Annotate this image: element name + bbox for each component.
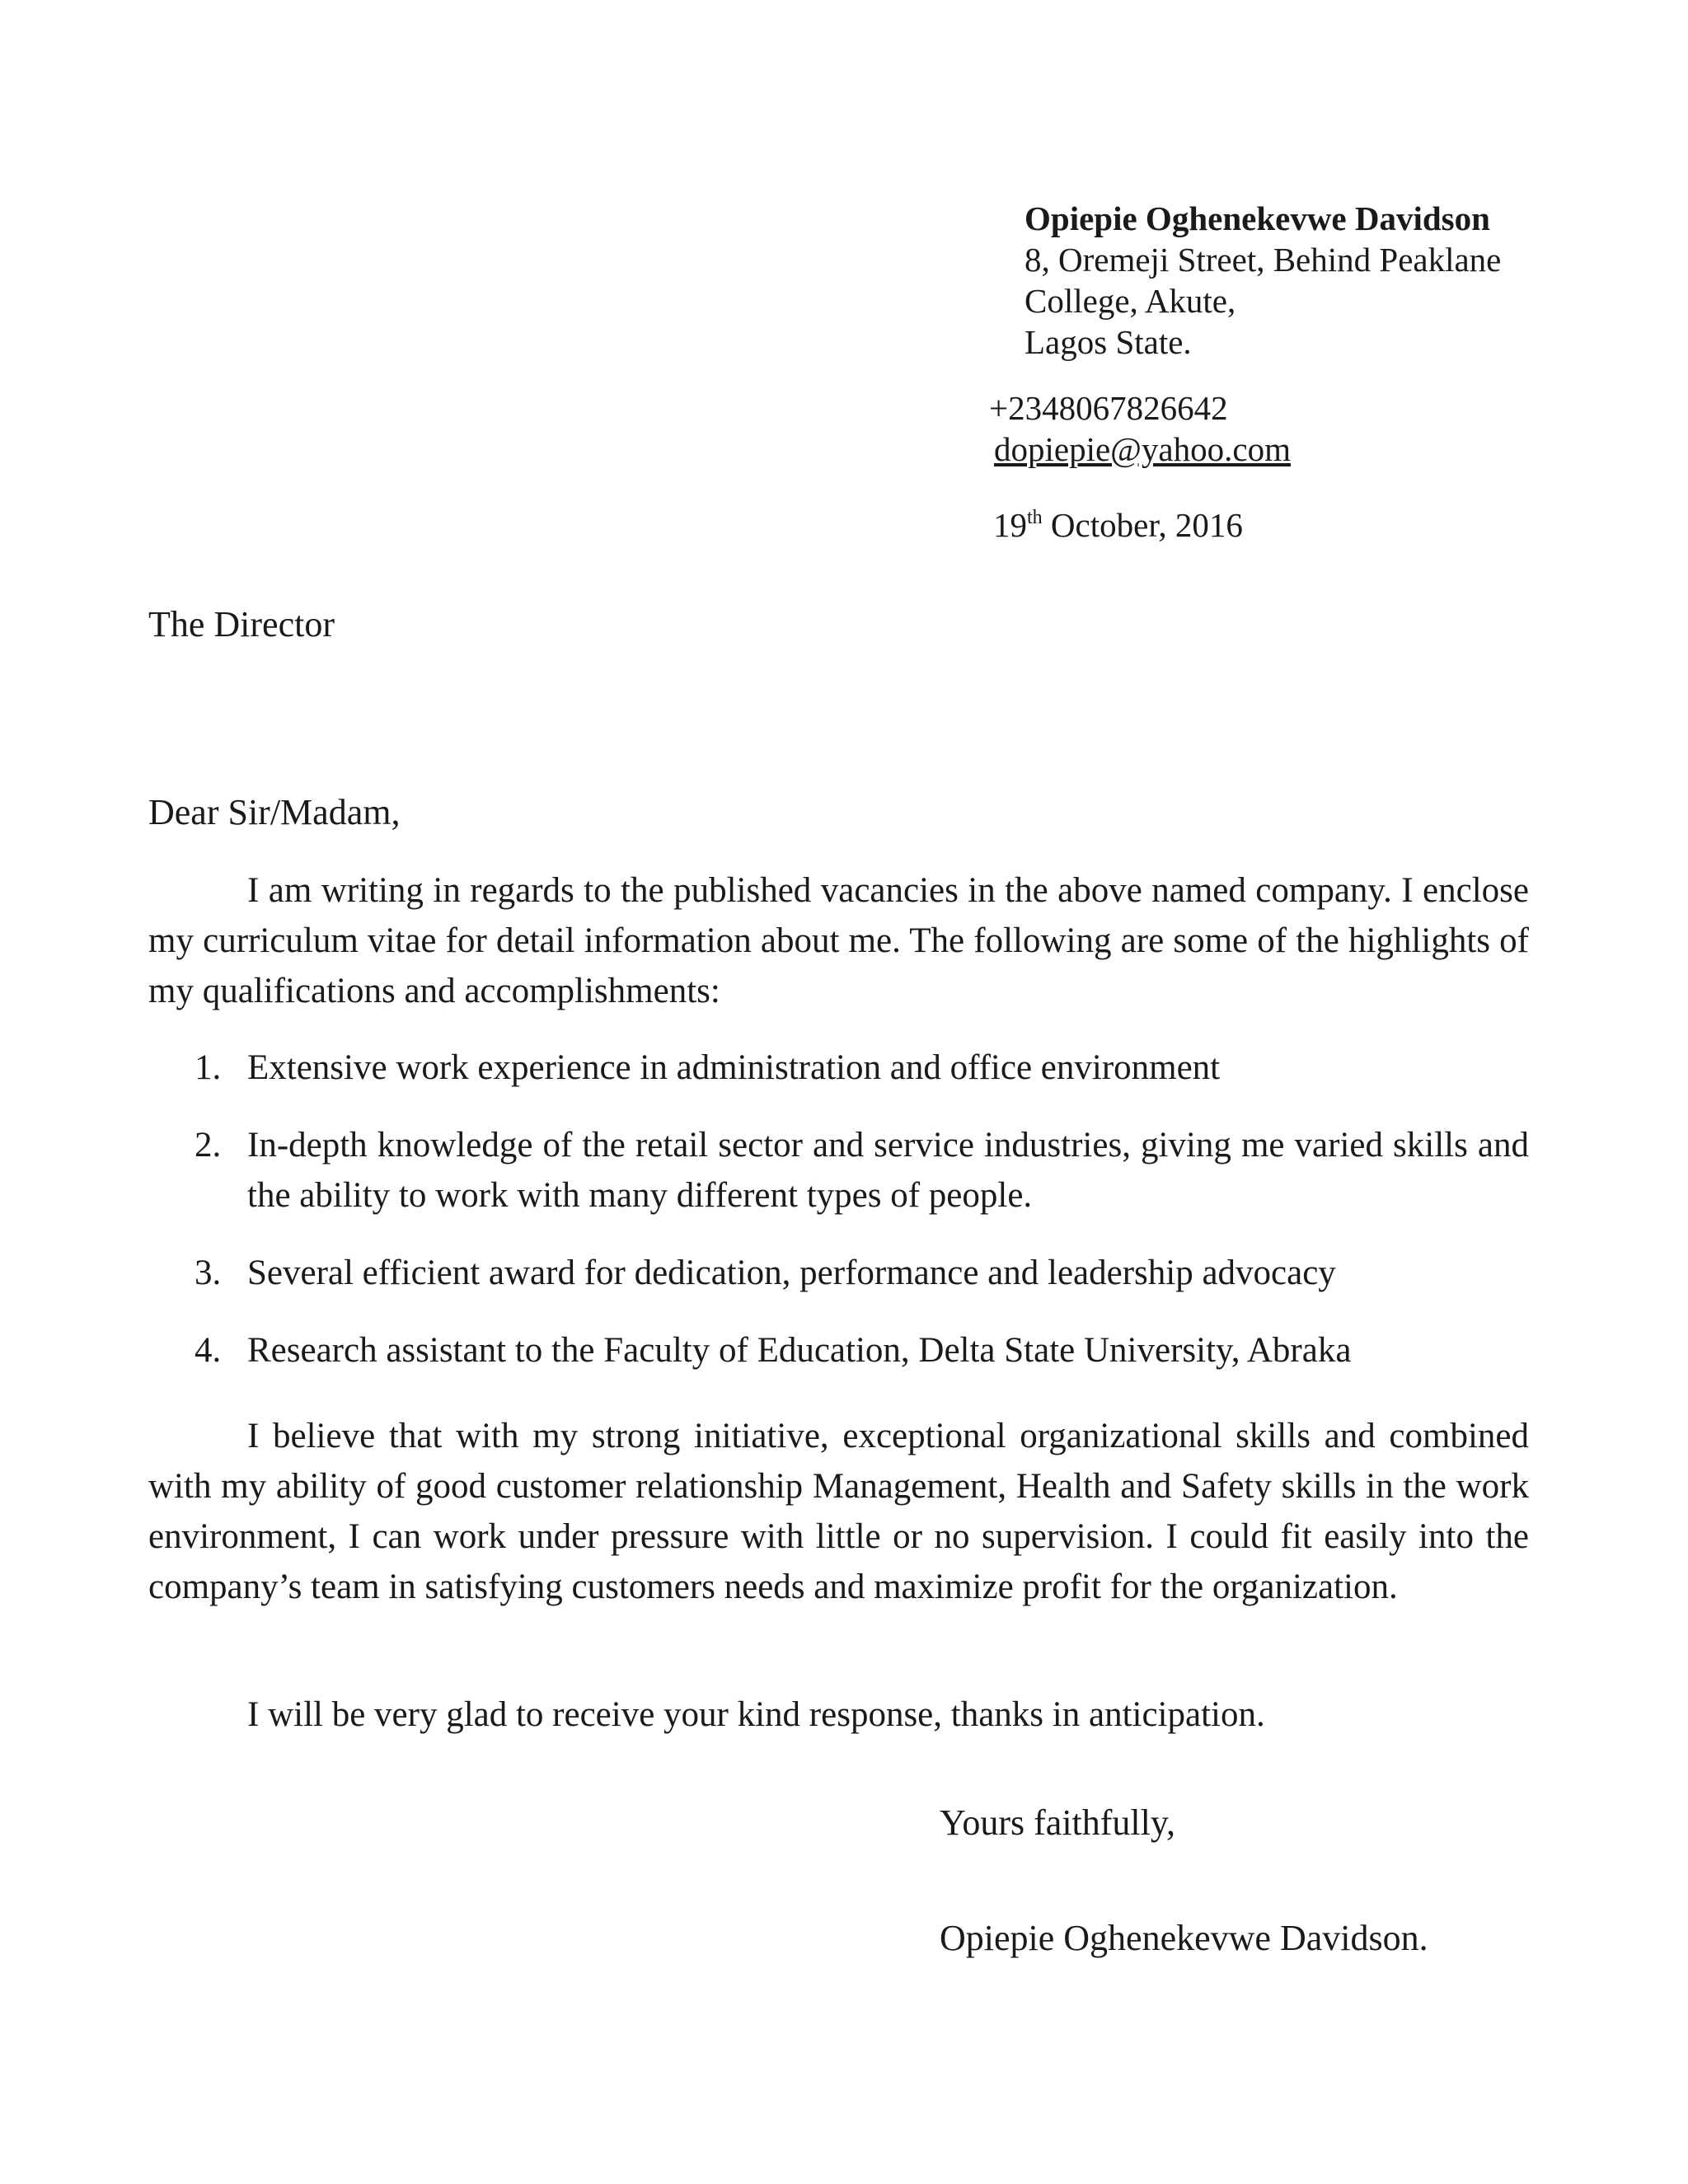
list-item: [148, 1043, 1529, 1093]
list-item-text: Several efficient award for dedication, performance and leadership advocacy: [247, 1254, 1336, 1292]
signature-name: Opiepie Oghenekevwe Davidson.: [940, 1918, 1428, 1958]
list-item-text: In-depth knowledge of the retail sector and service industries, giving me varied skills and the ability to work with many different types of people.: [247, 1126, 1529, 1215]
date-suffix: th: [1027, 507, 1043, 528]
recipient: The Director: [148, 604, 335, 644]
list-item-number: 1.: [195, 1048, 222, 1087]
date-day: 19: [993, 506, 1027, 544]
sender-address-line-1: 8, Oremeji Street, Behind Peaklane: [1025, 241, 1502, 279]
salutation: Dear Sir/Madam,: [148, 792, 401, 832]
sender-contact-block: [989, 387, 1291, 470]
list-item-number: 3.: [195, 1254, 222, 1292]
list-item-text: Research assistant to the Faculty of Education, Delta State University, Abraka: [247, 1331, 1352, 1370]
sender-address-block: [1025, 198, 1501, 363]
sender-address-line-2: College, Akute,: [1025, 282, 1236, 320]
letter-date: [993, 504, 1243, 546]
list-item: [148, 1120, 1529, 1221]
list-item: [148, 1248, 1529, 1298]
body-paragraph-intro: I am writing in regards to the published vacancies in the above named company. I enclose my curriculum vitae for detail information about me. The following are some of the highlights of my qualifications and accomplishments:: [148, 871, 1529, 1010]
list-item-text: Extensive work experience in administration and office environment: [247, 1048, 1221, 1087]
list-item: [148, 1325, 1529, 1376]
list-item-number: 4.: [195, 1331, 222, 1370]
body-paragraph-closing: I will be very glad to receive your kind response, thanks in anticipation.: [247, 1695, 1265, 1734]
sender-name: Opiepie Oghenekevwe Davidson: [1025, 199, 1490, 237]
body-paragraph-qualifications: I believe that with my strong initiative, exceptional organizational skills and combined with my ability of good customer relationship Management, Health and Safety skills in the work environment, I can work under pressure with little or no supervision. I could fit easily into the company’s team in satisfying customers needs and maximize profit for the organization.: [148, 1417, 1529, 1606]
complimentary-close: Yours faithfully,: [940, 1802, 1176, 1843]
sender-address-line-3: Lagos State.: [1025, 323, 1192, 361]
sender-email-link[interactable]: dopiepie@yahoo.com: [994, 430, 1291, 468]
list-item-number: 2.: [195, 1126, 222, 1165]
date-rest: October, 2016: [1042, 506, 1243, 544]
sender-phone: +2348067826642: [989, 389, 1228, 427]
highlights-list: [148, 1043, 1529, 1403]
